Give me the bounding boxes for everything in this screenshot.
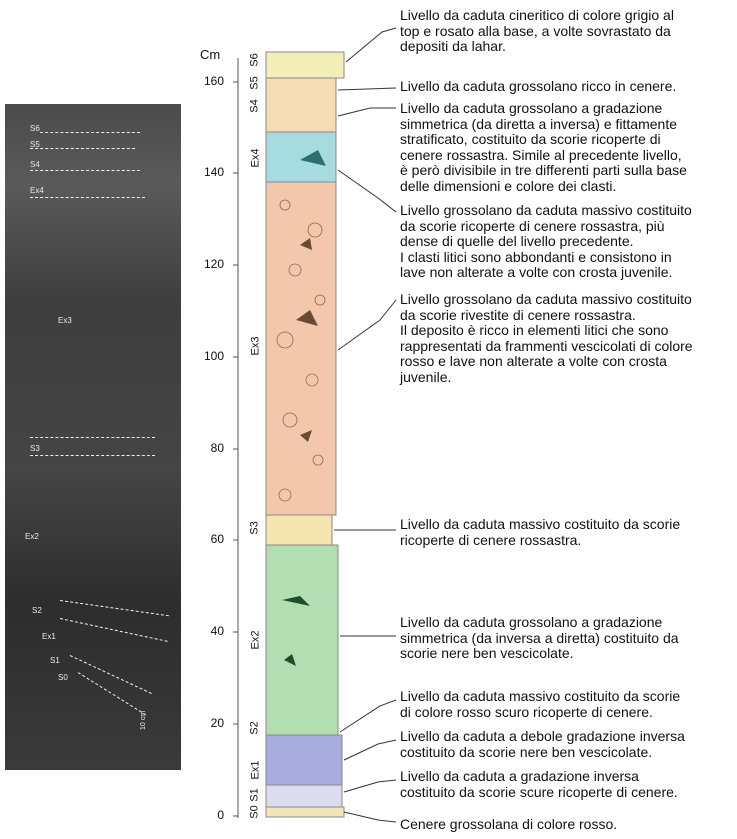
photo-label-ex3: Ex3: [58, 316, 72, 325]
layer-ex4: [266, 132, 336, 182]
photo-label-ex2: Ex2: [25, 532, 39, 541]
layer-s0: [266, 807, 344, 817]
description-ex4: Livello grossolano da caduta massivo costituito da scorie ricoperte di cenere rossastra, più dense di quelle del livello precedente. I clasti litici sono abbondanti e consistono in lave non alterate a volte con crosta juvenile.: [400, 202, 692, 280]
description-s5: Livello da caduta grossolano ricco in cenere.: [400, 78, 677, 94]
unit-label-ex3: Ex3: [249, 336, 262, 356]
tick-label: 80: [210, 441, 224, 455]
description-s6: Livello da caduta cineritico di colore grigio al top e rosato alla base, a volte sovrastato da depositi da lahar.: [400, 7, 674, 54]
unit-label-ex1: Ex1: [249, 760, 262, 780]
unit-label-s0: S0: [248, 805, 261, 819]
description-s1: Livello da caduta a gradazione inversa costituito da scorie scure ricoperte di cenere.: [400, 768, 678, 800]
photo-label-s5: S5: [30, 140, 40, 149]
axis-title: Cm: [200, 47, 221, 62]
photo-scale-label: 10 cm: [140, 710, 147, 730]
layer-s3: [266, 515, 332, 545]
unit-label-s3: S3: [248, 521, 261, 535]
layer-s5-s4: [266, 78, 336, 132]
unit-label-s4: S4: [248, 99, 261, 113]
unit-label-ex4: Ex4: [249, 148, 262, 168]
layer-s1: [266, 785, 342, 807]
tick-label: 40: [210, 624, 224, 638]
photo-label-s6: S6: [30, 124, 40, 133]
tick-label: 0: [217, 808, 224, 822]
description-ex2: Livello da caduta grossolano a gradazione simmetrica (da inversa a diretta) costituito da scorie nere ben vescicolate.: [400, 614, 679, 661]
photo-label-s1: S1: [50, 656, 60, 665]
tick-label: 140: [203, 165, 224, 179]
unit-label-s6: S6: [248, 53, 261, 67]
description-s2: Livello da caduta massivo costituito da scorie di colore rosso scuro ricoperte di cenere.: [400, 688, 681, 720]
description-s3: Livello da caduta massivo costituito da scorie ricoperte di cenere rossastra.: [400, 516, 681, 548]
photo-label-s0: S0: [58, 673, 68, 682]
photo-label-ex1: Ex1: [42, 632, 56, 641]
unit-label-ex2: Ex2: [249, 630, 262, 650]
description-ex1: Livello da caduta a debole gradazione inversa costituito da scorie nere ben vescicolate.: [400, 728, 685, 760]
photo-label-ex4: Ex4: [30, 186, 44, 195]
tick-label: 60: [210, 532, 224, 546]
unit-label-s2: S2: [248, 721, 261, 735]
photo-label-s2: S2: [32, 606, 42, 615]
axis-ticks: [233, 82, 238, 816]
description-s4: Livello da caduta grossolano a gradazione simmetrica (da diretta a inversa) e fittamente stratificato, costituito da scorie ricoperte di cenere rossastra. Simile al precedente livello, è però divisibile in tre differenti parti sulla base delle dimensioni e colore dei clasti.: [400, 100, 687, 194]
tick-label: 160: [203, 74, 224, 88]
description-s0: Cenere grossolana di colore rosso.: [400, 816, 618, 832]
layer-s6: [266, 52, 344, 78]
tick-label: 120: [203, 257, 224, 271]
leader-lines: [334, 28, 396, 822]
photo-label-s3: S3: [30, 444, 40, 453]
description-ex3: Livello grossolano da caduta massivo costituito da scorie rivestite di cenere rossastra. Il deposito è ricco in elementi litici che sono rappresentati da frammenti vescicolati di colore rosso e lave non alterate a volte con crosta juvenile.: [400, 291, 693, 385]
tick-label: 20: [210, 716, 224, 730]
layer-ex2-s2: [266, 545, 338, 735]
layer-ex3: [266, 182, 336, 515]
unit-label-s5: S5: [248, 76, 261, 90]
photo-label-s4: S4: [30, 160, 40, 169]
unit-label-s1: S1: [248, 788, 261, 802]
tick-label: 100: [203, 349, 224, 363]
layer-ex1: [266, 735, 342, 785]
